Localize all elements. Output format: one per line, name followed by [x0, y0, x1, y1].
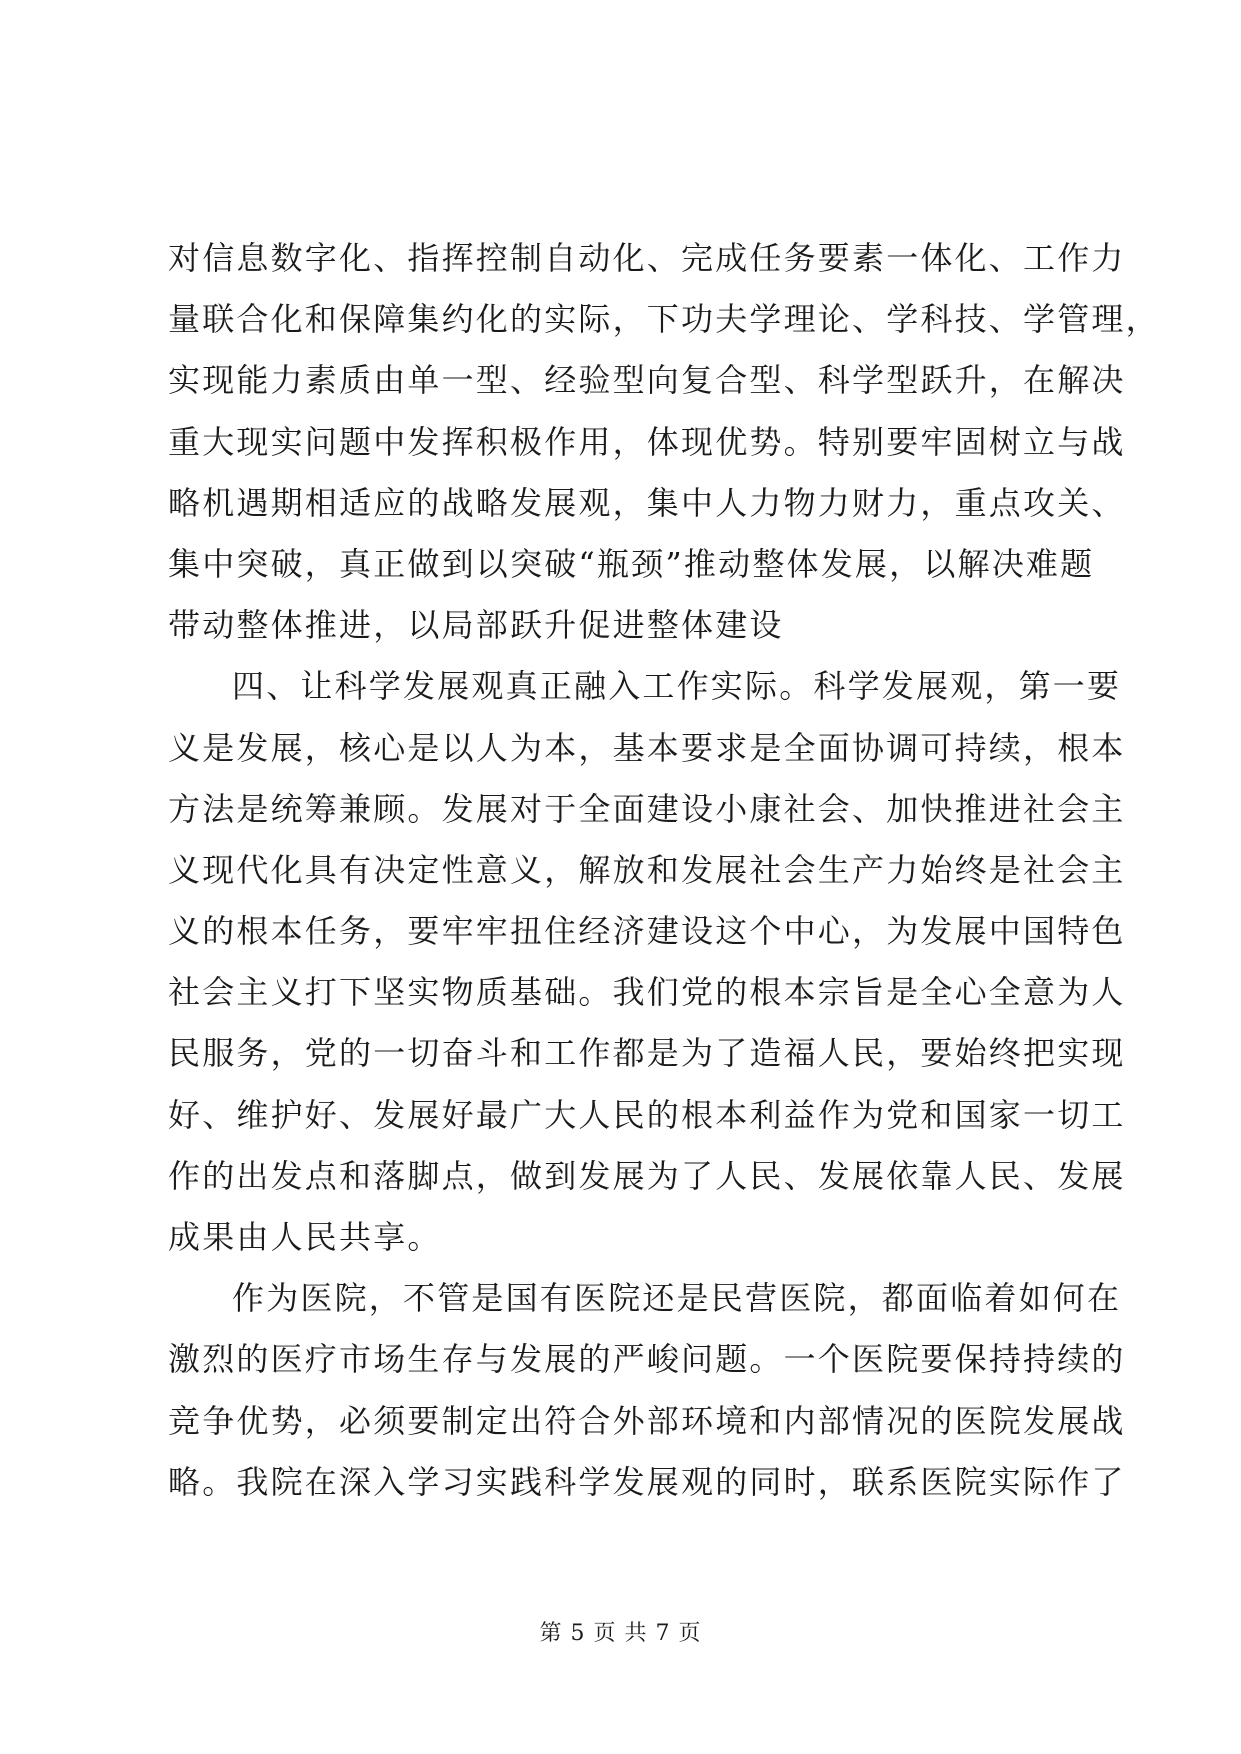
text-line: 实现能力素质由单一型、经验型向复合型、科学型跃升，在解决 — [168, 361, 1126, 400]
text-line: 激烈的医疗市场生存与发展的严峻问题。一个医院要保持持续的 — [168, 1340, 1126, 1379]
text-line: 略机遇期相适应的战略发展观，集中人力物力财力，重点攻关、 — [168, 483, 1126, 522]
text-line: 四、让科学发展观真正融入工作实际。科学发展观，第一要 — [232, 667, 1122, 706]
text-line: 略。我院在深入学习实践科学发展观的同时，联系医院实际作了 — [168, 1462, 1126, 1501]
text-line: 义是发展，核心是以人为本，基本要求是全面协调可持续，根本 — [168, 728, 1126, 767]
text-line: 重大现实问题中发挥积极作用，体现优势。特别要牢固树立与战 — [168, 422, 1126, 461]
paragraph-3 — [168, 1268, 1126, 1513]
text-line: 集中突破，真正做到以突破“瓶颈”推动整体发展，以解决难题 — [168, 544, 1095, 583]
text-line: 竞争优势，必须要制定出符合外部环境和内部情况的医院发展战 — [168, 1401, 1126, 1440]
text-line: 量联合化和保障集约化的实际，下功夫学理论、学科技、学管理， — [168, 300, 1160, 339]
paragraph-2 — [168, 656, 1126, 1268]
text-line: 好、维护好、发展好最广大人民的根本利益作为党和国家一切工 — [168, 1095, 1126, 1134]
text-line: 义现代化具有决定性意义，解放和发展社会生产力始终是社会主 — [168, 850, 1126, 889]
text-line: 成果由人民共享。 — [168, 1218, 442, 1256]
text-line: 作为医院，不管是国有医院还是民营医院，都面临着如何在 — [232, 1279, 1122, 1318]
text-line: 义的根本任务，要牢牢扭住经济建设这个中心，为发展中国特色 — [168, 912, 1126, 951]
text-line: 对信息数字化、指挥控制自动化、完成任务要素一体化、工作力 — [168, 239, 1126, 277]
text-line: 方法是统筹兼顾。发展对于全面建设小康社会、加快推进社会主 — [168, 789, 1126, 828]
text-line: 民服务，党的一切奋斗和工作都是为了造福人民，要始终把实现 — [168, 1034, 1126, 1073]
text-line: 作的出发点和落脚点，做到发展为了人民、发展依靠人民、发展 — [168, 1156, 1126, 1195]
text-line: 带动整体推进，以局部跃升促进整体建设 — [168, 606, 784, 645]
document-body — [168, 228, 1160, 1513]
page-number-footer: 第 5 页 共 7 页 — [539, 1621, 702, 1646]
paragraph-1 — [168, 228, 1160, 656]
text-line: 社会主义打下坚实物质基础。我们党的根本宗旨是全心全意为人 — [168, 973, 1126, 1012]
